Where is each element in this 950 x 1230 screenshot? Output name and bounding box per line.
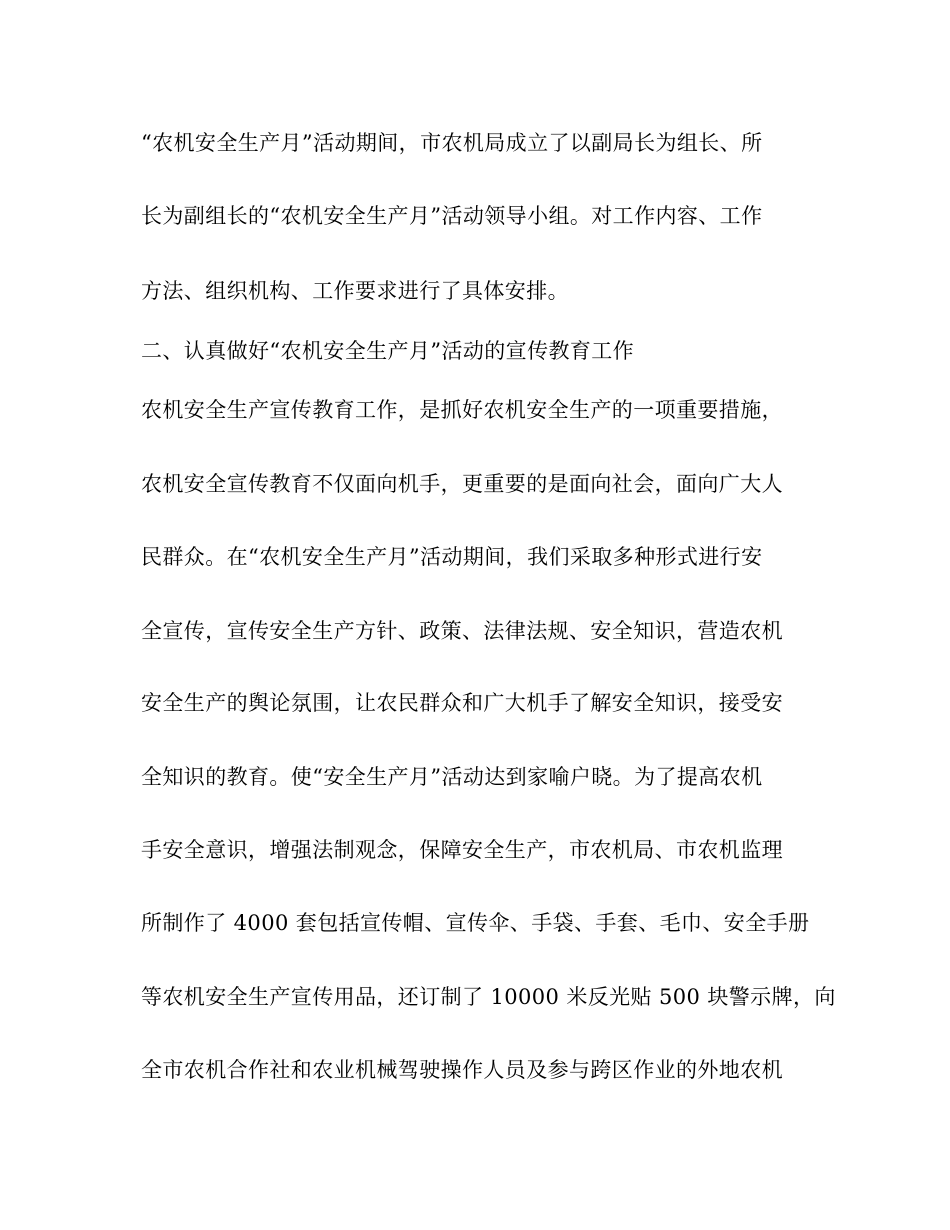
paragraph-line: 长为副组长的“农机安全生产月”活动领导小组。对工作内容、工作 xyxy=(141,204,763,228)
paragraph-line: 等农机安全生产宣传用品，还订制了 10000 米反光贴 500 块警示牌，向 xyxy=(141,985,836,1009)
paragraph-line: 民群众。在“农机安全生产月”活动期间，我们采取多种形式进行安 xyxy=(141,545,763,569)
paragraph-line: 全知识的教育。使“安全生产月”活动达到家喻户晓。为了提高农机 xyxy=(141,765,763,789)
paragraph-line: 全宣传，宣传安全生产方针、政策、法律法规、安全知识，营造农机 xyxy=(141,619,783,643)
paragraph-line: 安全生产的舆论氛围，让农民群众和广大机手了解安全知识，接受安 xyxy=(141,691,783,715)
paragraph-line: 所制作了 4000 套包括宣传帽、宣传伞、手袋、手套、毛巾、安全手册 xyxy=(141,911,810,935)
paragraph-line: “农机安全生产月”活动期间，市农机局成立了以副局长为组长、所 xyxy=(141,131,763,155)
section-heading: 二、认真做好“农机安全生产月”活动的宣传教育工作 xyxy=(141,339,635,363)
paragraph-line: 手安全意识，增强法制观念，保障安全生产，市农机局、市农机监理 xyxy=(141,838,783,862)
paragraph-line: 农机安全宣传教育不仅面向机手，更重要的是面向社会，面向广大人 xyxy=(141,472,783,496)
paragraph-line: 全市农机合作社和农业机械驾驶操作人员及参与跨区作业的外地农机 xyxy=(141,1058,783,1082)
paragraph-line: 方法、组织机构、工作要求进行了具体安排。 xyxy=(141,279,569,303)
paragraph-line: 农机安全生产宣传教育工作，是抓好农机安全生产的一项重要措施， xyxy=(141,398,783,422)
